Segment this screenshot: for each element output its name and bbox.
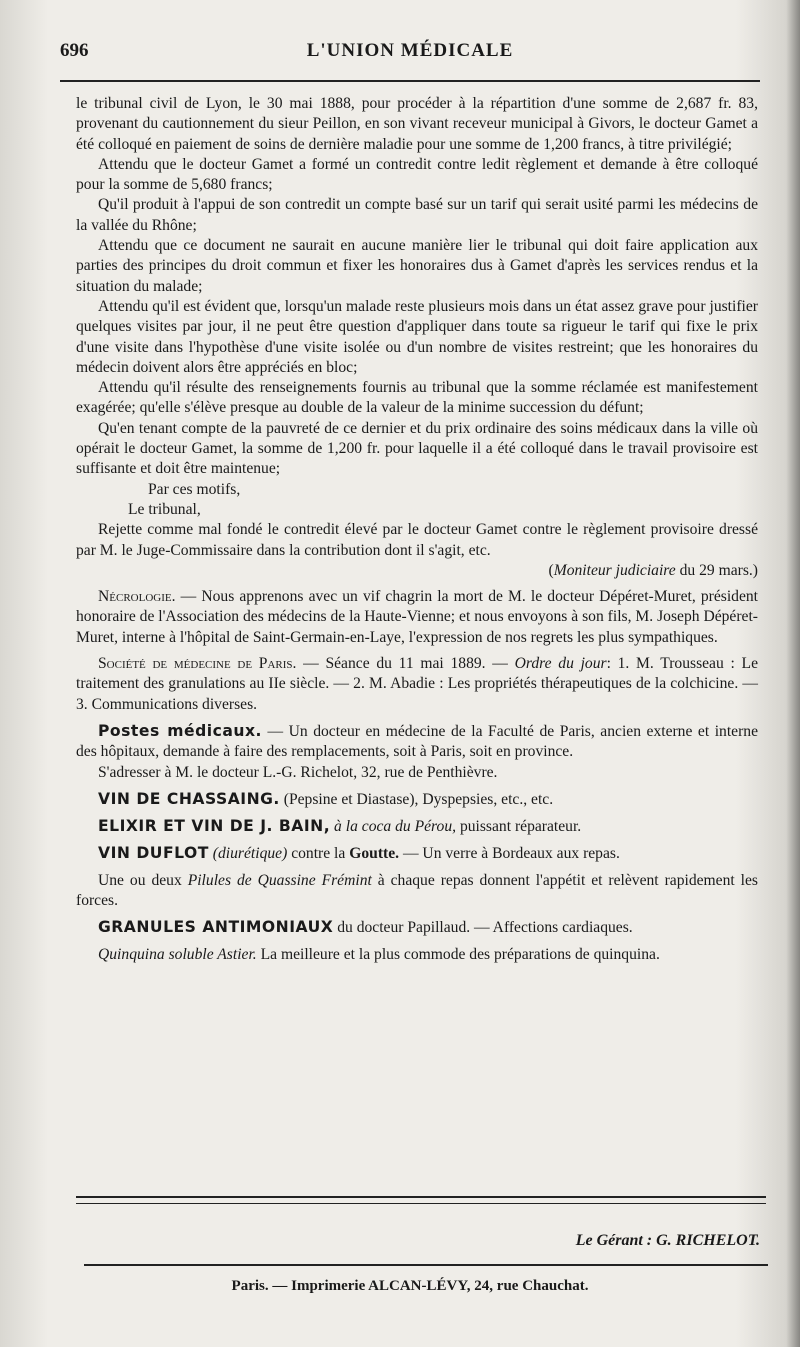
paragraph: Qu'il produit à l'appui de son contredit un compte basé sur un tarif qui serait usité parmi les médecins de la vallée du Rhône;	[76, 196, 758, 234]
necrology-label: Nécrologie.	[98, 588, 176, 606]
advert-italic: Quinquina soluble Astier.	[98, 945, 257, 963]
postes-text: — Un docteur en médecine de la Faculté de Paris, ancien externe et interne des hôpitaux, demande à faire des remplacements, soit à Paris, soit en province.	[76, 722, 758, 761]
advert-text: Une ou deux	[98, 871, 182, 889]
advert-name: ELIXIR ET VIN DE J. BAIN,	[98, 817, 331, 836]
advert-text: contre la	[291, 845, 346, 863]
advert	[76, 816, 758, 837]
source-citation: (Moniteur judiciaire du 29 mars.)	[548, 561, 758, 579]
advert-text: du docteur Papillaud. — Affections cardiaques.	[337, 919, 633, 937]
society-agenda: : 1. M. Trousseau : Le traitement des granulations au IIe siècle. — 2. M. Abadie : Les propriétés thérapeutiques de la colchicine. — 3. Communications diverses.	[76, 655, 758, 713]
necrology-text: — Nous apprenons avec un vif chagrin la mort de M. le docteur Dépéret-Muret, président honoraire de l'Association des médecins de la Haute-Vienne; et nous envoyons à son fils, M. Joseph Dépéret-Muret, interne à l'hôpital de Saint-Germain-en-Laye, l'expression de nos regrets les plus sympathiques.	[76, 588, 758, 646]
paragraph: Qu'en tenant compte de la pauvreté de ce dernier et du prix ordinaire des soins médicaux dans la ville où opérait le docteur Gamet, la somme de 1,200 fr. pour laquelle il a été colloqué dans le travail provisoire est suffisante et doit être maintenue;	[76, 419, 758, 478]
advert	[76, 945, 758, 965]
article-body	[76, 94, 758, 965]
paragraph: le tribunal civil de Lyon, le 30 mai 1888, pour procéder à la répartition d'une somme de 2,687 fr. 83, provenant du cautionnement du sieur Peillon, en son vivant receveur municipal à Givors, le docteur Gamet a été colloqué en paiement de soins de dernière maladie pour une somme de 1,200 francs, à titre privilégié;	[76, 95, 758, 153]
paragraph: Par ces motifs,	[148, 480, 241, 498]
paragraph: Le tribunal,	[128, 500, 201, 518]
advert-name: GRANULES ANTIMONIAUX	[98, 918, 334, 937]
gerant-line	[60, 1232, 760, 1250]
paragraph: Rejette comme mal fondé le contredit élevé par le docteur Gamet contre le règlement provisoire dressé par M. le Juge-Commissaire dans la contribution dont il s'agit, etc.	[76, 521, 758, 559]
advert-text: à chaque repas donnent l'appétit et relèvent rapidement les forces.	[76, 871, 758, 909]
advert	[76, 843, 758, 864]
advert-italic: à la coca du Pérou,	[334, 818, 457, 836]
page-header	[60, 40, 760, 70]
advert-text: La meilleure et la plus commode des préparations de quinquina.	[260, 945, 660, 963]
advert-text: — Un verre à Bordeaux aux repas.	[402, 845, 620, 863]
advert-name: VIN DUFLOT	[98, 844, 209, 863]
source-date: du 29 mars.)	[679, 561, 758, 579]
society-ordre: Ordre du jour	[514, 655, 607, 673]
advert	[76, 789, 758, 810]
paragraph: Attendu que le docteur Gamet a formé un contredit contre ledit règlement et demande à être colloqué pour la somme de 5,680 francs;	[76, 155, 758, 194]
paragraph: Attendu qu'il résulte des renseignements fournis au tribunal que la somme réclamée est manifestement exagérée; qu'elle s'élève presque au double de la valeur de la minime succession du défunt;	[76, 379, 758, 417]
postes-address: S'adresser à M. le docteur L.-G. Richelot, 32, rue de Penthièvre.	[98, 763, 498, 781]
advert-name: VIN DE CHASSAING.	[98, 789, 280, 808]
printer-line: Paris. — Imprimerie ALCAN-LÉVY, 24, rue Chauchat.	[231, 1278, 589, 1294]
footer-rule-thin	[76, 1203, 766, 1204]
paragraph: Attendu qu'il est évident que, lorsqu'un malade reste plusieurs mois dans un état assez grave pour justifier quelques visites par jour, il ne peut être question d'appliquer dans toute sa rigueur le tarif qui fixe le prix d'une visite dans l'hypothèse d'une visite isolée ou d'un nombre de visites restreint; que les honoraires du médecin doivent alors être appréciés en bloc;	[76, 297, 758, 376]
postes-notice	[76, 721, 758, 763]
advert-italic: (diurétique)	[212, 845, 288, 863]
necrology-notice	[76, 587, 758, 648]
page-edge-shadow	[786, 0, 800, 1347]
source-title: Moniteur judiciaire	[553, 561, 676, 579]
footer-rule-top	[76, 1196, 766, 1198]
advert-text: puissant réparateur.	[459, 818, 582, 836]
advert	[76, 871, 758, 912]
footer-rule-bottom	[84, 1264, 768, 1266]
advert-italic: Pilules de Quassine Frémint	[187, 871, 372, 889]
header-rule	[60, 80, 760, 82]
gerant: Le Gérant : G. RICHELOT.	[575, 1232, 760, 1249]
postes-label: Postes médicaux.	[98, 721, 262, 740]
paragraph: Attendu que ce document ne saurait en aucune manière lier le tribunal qui doit faire application aux parties des principes du droit commun et fixer les honoraires dus à Gamet d'après les services rendus et la situation du malade;	[76, 237, 758, 295]
society-label: Société de médecine de Paris.	[98, 655, 297, 673]
advert-text: (Pepsine et Diastase), Dyspepsies, etc., etc.	[283, 790, 554, 808]
advert-bold: Goutte.	[349, 845, 400, 863]
society-text: — Séance du 11 mai 1889. —	[303, 655, 508, 673]
page-number: 696	[60, 40, 89, 61]
advert	[76, 917, 758, 938]
society-notice	[76, 654, 758, 715]
running-title: L'UNION MÉDICALE	[306, 40, 514, 61]
